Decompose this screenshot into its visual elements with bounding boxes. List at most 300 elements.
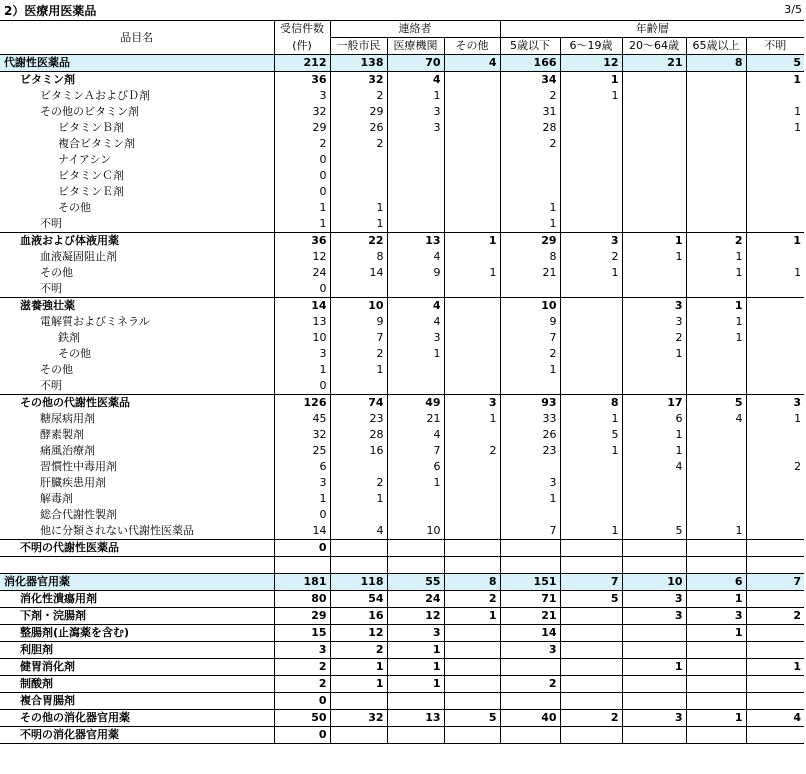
- cell-value: 1: [622, 427, 686, 443]
- cell-value: 118: [330, 574, 387, 591]
- cell-value: 2: [330, 642, 387, 659]
- cell-value: [686, 281, 746, 298]
- subcategory-row: [0, 727, 804, 744]
- table-row: [0, 491, 804, 507]
- cell-value: [560, 168, 622, 184]
- cell-value: 0: [274, 540, 330, 557]
- cell-value: 2: [622, 330, 686, 346]
- cell-value: [746, 249, 804, 265]
- cell-value: [746, 475, 804, 491]
- cell-value: [330, 152, 387, 168]
- cell-value: 15: [274, 625, 330, 642]
- cell-value: 28: [330, 427, 387, 443]
- cell-value: [622, 72, 686, 89]
- poison-info-table: [0, 20, 804, 744]
- cell-value: 2: [444, 443, 500, 459]
- cell-value: 5: [746, 55, 804, 72]
- cell-value: [330, 281, 387, 298]
- row-name: 消化器官用薬: [0, 574, 274, 591]
- row-name: 電解質およびミネラル: [40, 315, 150, 328]
- cell-value: [746, 427, 804, 443]
- cell-value: [500, 557, 560, 574]
- cell-value: 1: [622, 249, 686, 265]
- cell-value: 1: [387, 346, 444, 362]
- cell-value: 1: [330, 659, 387, 676]
- cell-value: 10: [500, 298, 560, 315]
- cell-value: [500, 507, 560, 523]
- cell-value: [560, 475, 622, 491]
- cell-value: [444, 298, 500, 315]
- table-row: [0, 411, 804, 427]
- cell-value: [622, 642, 686, 659]
- cell-value: [686, 362, 746, 378]
- cell-value: 2: [686, 233, 746, 250]
- cell-value: [746, 346, 804, 362]
- cell-value: 3: [746, 395, 804, 412]
- table-row: [0, 362, 804, 378]
- cell-value: [330, 693, 387, 710]
- cell-value: 3: [500, 642, 560, 659]
- cell-value: 22: [330, 233, 387, 250]
- cell-value: [686, 659, 746, 676]
- cell-value: 12: [560, 55, 622, 72]
- cell-value: 5: [686, 395, 746, 412]
- cell-value: [686, 120, 746, 136]
- cell-value: [560, 152, 622, 168]
- subcategory-row: [0, 608, 804, 625]
- cell-value: [622, 88, 686, 104]
- cell-value: [387, 491, 444, 507]
- cell-value: 34: [500, 72, 560, 89]
- cell-value: [686, 693, 746, 710]
- subcategory-row: [0, 676, 804, 693]
- cell-value: [686, 727, 746, 744]
- cell-value: 2: [746, 459, 804, 475]
- table-row: [0, 427, 804, 443]
- cell-value: 7: [746, 574, 804, 591]
- subcategory-row: [0, 540, 804, 557]
- cell-value: [560, 346, 622, 362]
- cell-value: 32: [274, 427, 330, 443]
- header-age-col: 5歳以下: [500, 38, 560, 55]
- cell-value: 3: [387, 120, 444, 136]
- cell-value: 13: [387, 233, 444, 250]
- table-row: [0, 88, 804, 104]
- cell-value: 14: [330, 265, 387, 281]
- cell-value: 28: [500, 120, 560, 136]
- row-name: 痛風治療剤: [40, 444, 95, 457]
- row-name: 総合代謝性製剤: [40, 508, 117, 521]
- header-age-col: 不明: [746, 38, 804, 55]
- cell-value: [622, 216, 686, 233]
- cell-value: 4: [746, 710, 804, 727]
- cell-value: [622, 693, 686, 710]
- cell-value: 21: [500, 265, 560, 281]
- cell-value: 4: [444, 55, 500, 72]
- row-name: その他の消化器官用薬: [0, 710, 274, 727]
- cell-value: 1: [622, 659, 686, 676]
- cell-value: 1: [746, 659, 804, 676]
- cell-value: 4: [330, 523, 387, 540]
- cell-value: 4: [387, 427, 444, 443]
- cell-value: [686, 427, 746, 443]
- row-name: 不明: [40, 379, 62, 392]
- cell-value: [746, 362, 804, 378]
- cell-value: 10: [330, 298, 387, 315]
- cell-value: [686, 72, 746, 89]
- cell-value: [746, 591, 804, 608]
- cell-value: 3: [387, 104, 444, 120]
- cell-value: [500, 152, 560, 168]
- cell-value: [686, 507, 746, 523]
- row-name: ナイアシン: [58, 153, 112, 166]
- cell-value: [686, 136, 746, 152]
- cell-value: 1: [686, 249, 746, 265]
- cell-value: 1: [387, 475, 444, 491]
- cell-value: [746, 557, 804, 574]
- cell-value: [686, 184, 746, 200]
- cell-value: 2: [274, 659, 330, 676]
- cell-value: [444, 200, 500, 216]
- cell-value: [746, 168, 804, 184]
- cell-value: [560, 298, 622, 315]
- cell-value: [560, 676, 622, 693]
- cell-value: 74: [330, 395, 387, 412]
- cell-value: 3: [622, 710, 686, 727]
- table-row: [0, 136, 804, 152]
- cell-value: [622, 184, 686, 200]
- cell-value: [622, 136, 686, 152]
- cell-value: 8: [330, 249, 387, 265]
- cell-value: [444, 507, 500, 523]
- cell-value: [444, 152, 500, 168]
- cell-value: [622, 557, 686, 574]
- cell-value: [274, 557, 330, 574]
- table-header: [0, 21, 804, 55]
- cell-value: [622, 676, 686, 693]
- cell-value: 40: [500, 710, 560, 727]
- cell-value: [560, 693, 622, 710]
- cell-value: 12: [330, 625, 387, 642]
- cell-value: 26: [500, 427, 560, 443]
- cell-value: 0: [274, 152, 330, 168]
- cell-value: 8: [444, 574, 500, 591]
- cell-value: 12: [387, 608, 444, 625]
- cell-value: 14: [274, 298, 330, 315]
- cell-value: [444, 136, 500, 152]
- row-name: ビタミンＡおよびＤ剤: [40, 89, 150, 102]
- cell-value: 1: [622, 233, 686, 250]
- cell-value: [560, 378, 622, 395]
- cell-value: 1: [387, 88, 444, 104]
- cell-value: [330, 727, 387, 744]
- cell-value: [500, 693, 560, 710]
- cell-value: 1: [560, 443, 622, 459]
- cell-value: [444, 362, 500, 378]
- subcategory-row: [0, 659, 804, 676]
- cell-value: 32: [330, 72, 387, 89]
- row-name: 他に分類されない代謝性医薬品: [40, 524, 194, 537]
- cell-value: 2: [560, 249, 622, 265]
- cell-value: [622, 507, 686, 523]
- subcategory-row: [0, 693, 804, 710]
- cell-value: 29: [274, 608, 330, 625]
- cell-value: 1: [746, 72, 804, 89]
- cell-value: 49: [387, 395, 444, 412]
- category-row: [0, 55, 804, 72]
- row-name: 整腸剤(止瀉薬を含む): [0, 625, 274, 642]
- cell-value: [686, 168, 746, 184]
- cell-value: 4: [387, 249, 444, 265]
- cell-value: 126: [274, 395, 330, 412]
- cell-value: 3: [387, 330, 444, 346]
- cell-value: 24: [387, 591, 444, 608]
- cell-value: 7: [500, 330, 560, 346]
- table-row: [0, 265, 804, 281]
- row-name: 複合胃腸剤: [0, 693, 274, 710]
- cell-value: 1: [330, 362, 387, 378]
- cell-value: 8: [500, 249, 560, 265]
- cell-value: 2: [444, 591, 500, 608]
- cell-value: 1: [500, 200, 560, 216]
- cell-value: [746, 136, 804, 152]
- cell-value: [622, 625, 686, 642]
- cell-value: [746, 642, 804, 659]
- cell-value: [444, 693, 500, 710]
- table-row: [0, 200, 804, 216]
- cell-value: [560, 557, 622, 574]
- table-row: [0, 475, 804, 491]
- table-row: [0, 314, 804, 330]
- table-row: [0, 168, 804, 184]
- row-name: 利胆剤: [0, 642, 274, 659]
- cell-value: [444, 557, 500, 574]
- cell-value: [686, 475, 746, 491]
- cell-value: 4: [387, 298, 444, 315]
- cell-value: 138: [330, 55, 387, 72]
- cell-value: 1: [274, 216, 330, 233]
- cell-value: [746, 378, 804, 395]
- cell-value: [444, 184, 500, 200]
- row-name: 鉄剤: [58, 331, 80, 344]
- cell-value: [444, 475, 500, 491]
- cell-value: 10: [274, 330, 330, 346]
- cell-value: [387, 136, 444, 152]
- cell-value: 1: [560, 88, 622, 104]
- cell-value: 151: [500, 574, 560, 591]
- row-name: [0, 557, 274, 574]
- subcategory-row: [0, 625, 804, 642]
- cell-value: [686, 642, 746, 659]
- cell-value: 6: [622, 411, 686, 427]
- cell-value: [560, 281, 622, 298]
- row-name: その他: [58, 347, 91, 360]
- cell-value: 1: [500, 216, 560, 233]
- cell-value: [746, 152, 804, 168]
- cell-value: [622, 378, 686, 395]
- cell-value: [444, 249, 500, 265]
- cell-value: 23: [330, 411, 387, 427]
- header-count: 受信件数: [274, 21, 330, 38]
- cell-value: 0: [274, 281, 330, 298]
- cell-value: [444, 727, 500, 744]
- cell-value: 1: [444, 608, 500, 625]
- cell-value: [560, 727, 622, 744]
- row-name: 制酸剤: [0, 676, 274, 693]
- page-number: 3/5: [784, 3, 802, 16]
- cell-value: [560, 659, 622, 676]
- cell-value: [746, 281, 804, 298]
- cell-value: 181: [274, 574, 330, 591]
- section-title: 2）医療用医薬品: [4, 4, 97, 18]
- cell-value: [330, 507, 387, 523]
- row-name: 不明の消化器官用薬: [0, 727, 274, 744]
- cell-value: 2: [274, 676, 330, 693]
- cell-value: 0: [274, 378, 330, 395]
- cell-value: 6: [274, 459, 330, 475]
- table-row: [0, 281, 804, 298]
- cell-value: [444, 491, 500, 507]
- table-row: [0, 104, 804, 120]
- subcategory-row: [0, 233, 804, 250]
- cell-value: [686, 557, 746, 574]
- cell-value: [746, 314, 804, 330]
- table-row: [0, 507, 804, 523]
- header-contact-col: その他: [444, 38, 500, 55]
- header-age-col: 65歳以上: [686, 38, 746, 55]
- cell-value: [686, 104, 746, 120]
- row-name: ビタミンＢ剤: [58, 121, 124, 134]
- cell-value: [444, 216, 500, 233]
- cell-value: 14: [274, 523, 330, 540]
- cell-value: 3: [560, 233, 622, 250]
- cell-value: [746, 491, 804, 507]
- cell-value: [444, 88, 500, 104]
- cell-value: 2: [500, 136, 560, 152]
- cell-value: 1: [500, 362, 560, 378]
- cell-value: [746, 216, 804, 233]
- cell-value: [444, 281, 500, 298]
- cell-value: [500, 659, 560, 676]
- cell-value: [622, 491, 686, 507]
- cell-value: 5: [560, 427, 622, 443]
- header-contact: 連絡者: [330, 21, 500, 38]
- cell-value: [444, 427, 500, 443]
- cell-value: 36: [274, 72, 330, 89]
- cell-value: [622, 168, 686, 184]
- cell-value: 7: [330, 330, 387, 346]
- cell-value: [330, 184, 387, 200]
- cell-value: 24: [274, 265, 330, 281]
- cell-value: 10: [622, 574, 686, 591]
- cell-value: [746, 523, 804, 540]
- row-name: 代謝性医薬品: [0, 55, 274, 72]
- cell-value: [560, 491, 622, 507]
- cell-value: 26: [330, 120, 387, 136]
- cell-value: 29: [274, 120, 330, 136]
- header-age-col: 20～64歳: [622, 38, 686, 55]
- cell-value: 1: [746, 120, 804, 136]
- cell-value: 1: [330, 491, 387, 507]
- cell-value: 9: [387, 265, 444, 281]
- cell-value: [500, 184, 560, 200]
- table-row: [0, 443, 804, 459]
- cell-value: 0: [274, 184, 330, 200]
- cell-value: [444, 625, 500, 642]
- cell-value: 3: [274, 346, 330, 362]
- row-name: 不明: [40, 282, 62, 295]
- row-name: 血液凝固阻止剤: [40, 250, 117, 263]
- cell-value: 4: [387, 72, 444, 89]
- cell-value: 7: [500, 523, 560, 540]
- cell-value: [387, 184, 444, 200]
- subcategory-row: [0, 395, 804, 412]
- cell-value: [500, 727, 560, 744]
- cell-value: [330, 378, 387, 395]
- cell-value: [500, 168, 560, 184]
- cell-value: 23: [500, 443, 560, 459]
- cell-value: 2: [500, 676, 560, 693]
- cell-value: 6: [686, 574, 746, 591]
- cell-value: [444, 378, 500, 395]
- row-name: 習慣性中毒用剤: [40, 460, 117, 473]
- cell-value: 3: [622, 314, 686, 330]
- cell-value: [560, 314, 622, 330]
- cell-value: 5: [622, 523, 686, 540]
- cell-value: [560, 362, 622, 378]
- row-name: 滋養強壮薬: [0, 298, 274, 315]
- cell-value: 17: [622, 395, 686, 412]
- cell-value: 1: [330, 200, 387, 216]
- cell-value: [686, 216, 746, 233]
- cell-value: 13: [387, 710, 444, 727]
- cell-value: 4: [387, 314, 444, 330]
- cell-value: 80: [274, 591, 330, 608]
- cell-value: 8: [560, 395, 622, 412]
- cell-value: 4: [622, 459, 686, 475]
- cell-value: 1: [686, 314, 746, 330]
- cell-value: 93: [500, 395, 560, 412]
- cell-value: 2: [330, 346, 387, 362]
- cell-value: [686, 491, 746, 507]
- subcategory-row: [0, 591, 804, 608]
- cell-value: 8: [686, 55, 746, 72]
- cell-value: 2: [746, 608, 804, 625]
- cell-value: [686, 540, 746, 557]
- table-row: [0, 459, 804, 475]
- spacer-row: [0, 557, 804, 574]
- cell-value: [746, 540, 804, 557]
- cell-value: 71: [500, 591, 560, 608]
- cell-value: 7: [560, 574, 622, 591]
- category-row: [0, 574, 804, 591]
- cell-value: 3: [686, 608, 746, 625]
- cell-value: 1: [500, 491, 560, 507]
- cell-value: 7: [387, 443, 444, 459]
- row-name: 複合ビタミン剤: [58, 137, 135, 150]
- header-contact-col: 医療機関: [387, 38, 444, 55]
- cell-value: 50: [274, 710, 330, 727]
- cell-value: 32: [274, 104, 330, 120]
- cell-value: [500, 459, 560, 475]
- cell-value: 3: [274, 88, 330, 104]
- cell-value: 1: [686, 710, 746, 727]
- cell-value: [444, 168, 500, 184]
- cell-value: [746, 727, 804, 744]
- cell-value: 29: [500, 233, 560, 250]
- cell-value: [622, 152, 686, 168]
- cell-value: [746, 200, 804, 216]
